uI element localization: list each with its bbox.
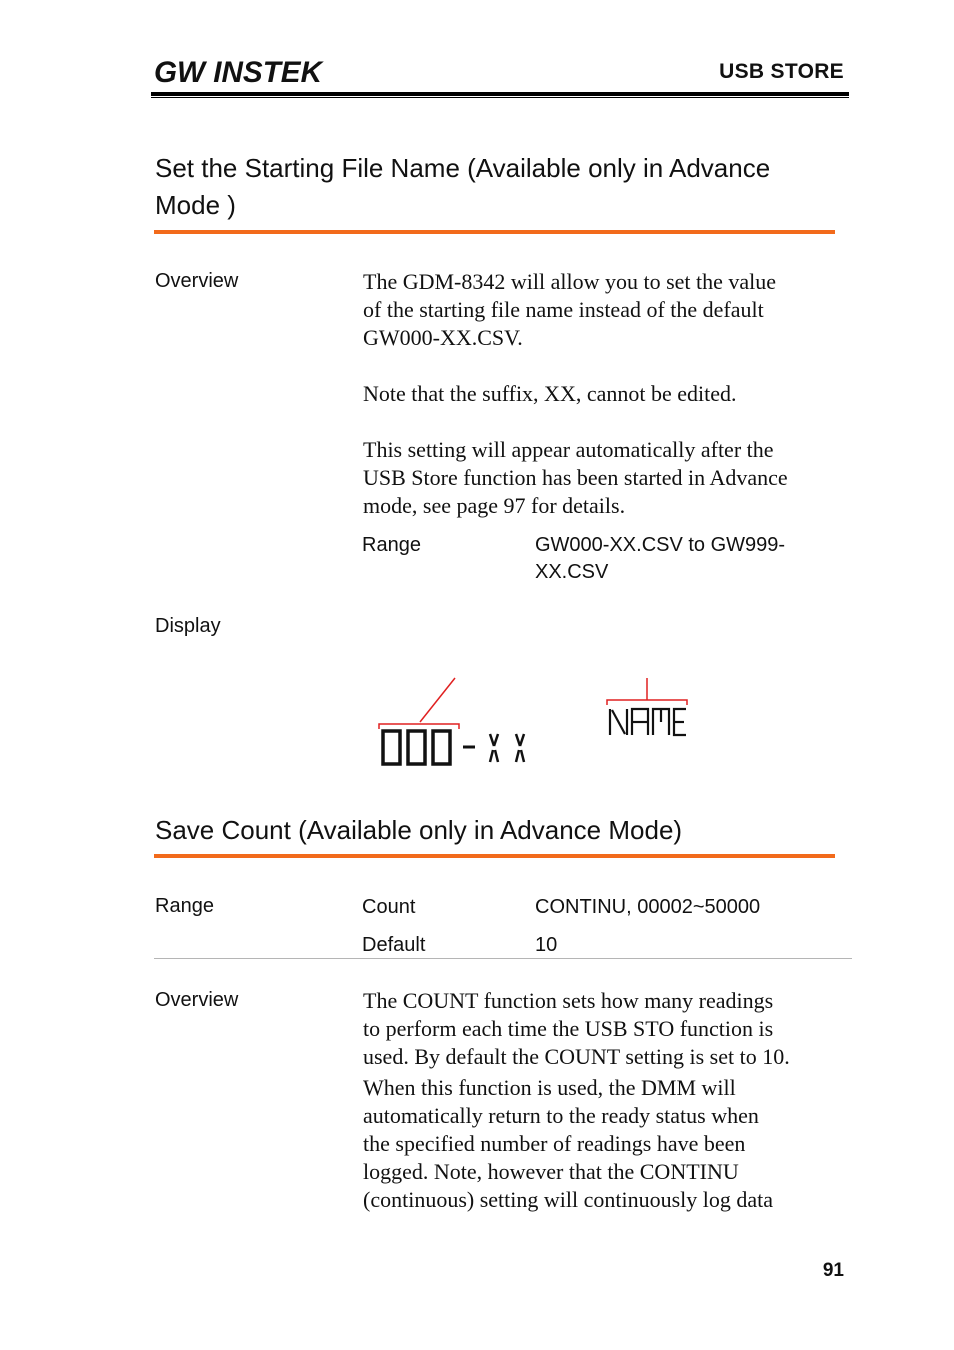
section-divider-2 (154, 854, 835, 858)
default-label: Default (362, 934, 426, 956)
page-number: 91 (822, 1260, 844, 1281)
overview2-paragraph-1: The COUNT function sets how many readings to perform each time the USB STO function is used. By default the COUNT setting is set to 10. (363, 988, 790, 1069)
range-label-2: Range (155, 895, 214, 917)
logo-text: GW INSTEK (154, 56, 324, 88)
section-title-save-count: Save Count (Available only in Advance Mode) (155, 815, 683, 845)
header-rule (151, 92, 849, 96)
lcd-name (610, 709, 686, 735)
lcd-digits (383, 731, 450, 764)
section-divider (154, 230, 835, 234)
range-label: Range (362, 534, 421, 556)
callout-digits (379, 678, 459, 729)
default-value: 10 (535, 934, 558, 956)
overview-paragraph-2: Note that the suffix, XX, cannot be edited. (363, 381, 737, 406)
overview-paragraph-1: The GDM-8342 will allow you to set the value of the starting file name instead of the default GW000-XX.CSV. (363, 269, 777, 350)
overview-paragraph-3: This setting will appear automatically after the USB Store function has been started in Advance mode, see page 97 for details. (363, 437, 788, 518)
table-divider (154, 958, 852, 959)
range-value: GW000-XX.CSV to GW999- XX.CSV (535, 534, 786, 583)
lcd-suffix (490, 734, 524, 762)
count-value: CONTINU, 00002~50000 (535, 896, 761, 918)
overview-label: Overview (155, 270, 239, 292)
count-label: Count (362, 896, 416, 918)
display-label: Display (155, 615, 221, 637)
callout-name (607, 700, 687, 705)
header-rule-thin (151, 97, 849, 98)
section-title-starting-file-name: Set the Starting File Name (Available only in Advance Mode ) (155, 153, 771, 220)
overview2-paragraph-2: When this function is used, the DMM will automatically return to the ready status when the specified number of readings have been logged. Note, however that the CONTINU (continuous) setting will continuously log data (363, 1075, 774, 1212)
header-section-title: USB STORE (719, 60, 844, 83)
gw-instek-logo (154, 54, 324, 88)
overview-label-2: Overview (155, 989, 239, 1011)
lcd-display-illustration (370, 672, 700, 772)
